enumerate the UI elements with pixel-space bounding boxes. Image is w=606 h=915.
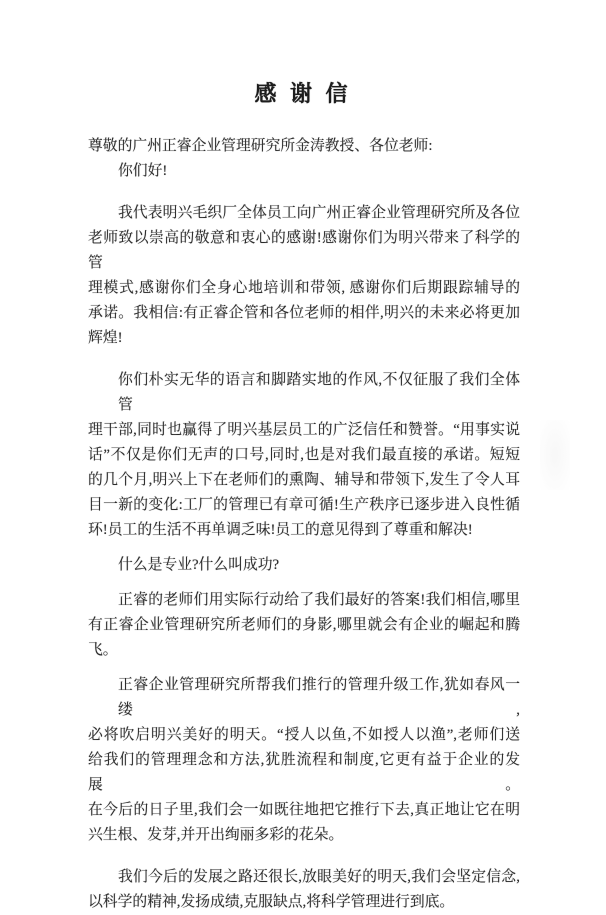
paragraph-6 — [88, 865, 520, 915]
salutation-line: 尊敬的广州正睿企业管理研究所金涛教授、各位老师: — [88, 138, 433, 154]
paragraph-2 — [88, 368, 520, 543]
letter-line: 理干部,同时也赢得了明兴基层员工的广泛信任和赞誉。“用事实说 — [88, 422, 520, 438]
letter-line: 你们朴实无华的语言和脚踏实地的作风,不仅征服了我们全体管 — [118, 372, 520, 413]
letter-line: 以科学的精神,发扬成绩,克服缺点,将科学管理进行到底。 — [88, 894, 455, 910]
paragraph-1 — [88, 201, 520, 351]
letter-line: 我代表明兴毛织厂全体员工向广州正睿企业管理研究所及各位 — [118, 205, 520, 221]
letter-line: 辉煌! — [88, 330, 123, 346]
letter-line: 飞。 — [88, 642, 118, 658]
letter-line: 承诺。我相信:有正睿企管和各位老师的相伴,明兴的未来必将更加 — [88, 305, 520, 321]
letter-line: 有正睿企业管理研究所老师们的身影,哪里就会有企业的崛起和腾 — [88, 617, 520, 633]
letter-line: 目一新的变化:工厂的管理已有章可循!生产秩序已逐步进入良性循 — [88, 497, 520, 513]
letter-line: 理模式,感谢你们全身心地培训和带领, 感谢你们后期跟踪辅导的 — [88, 280, 520, 296]
letter-line: 必将吹启明兴美好的明天。“授人以鱼,不如授人以渔”,老师们送 — [88, 727, 520, 743]
letter-line: 正睿的老师们用实际行动给了我们最好的答案!我们相信,哪里 — [118, 592, 520, 608]
letter-line: 给我们的管理理念和方法,犹胜流程和制度,它更有益于企业的发展。 — [88, 752, 520, 793]
letter-line: 老师致以崇高的敬意和衷心的感谢!感谢你们为明兴带来了科学的管 — [88, 230, 520, 271]
paragraph-3 — [88, 553, 520, 578]
letter-line: 的几个月,明兴上下在老师们的熏陶、辅导和带领下,发生了令人耳 — [88, 472, 520, 488]
letter-title: 感 谢 信 — [254, 81, 352, 106]
letter-line: 什么是专业?什么叫成功? — [118, 557, 280, 573]
letter-body — [88, 134, 520, 915]
letter-line: 话”不仅是你们无声的口号,同时,也是对我们最直接的承诺。短短 — [88, 447, 520, 463]
letter-line: 正睿企业管理研究所帮我们推行的管理升级工作,犹如春风一缕, — [118, 677, 520, 718]
paragraph-5 — [88, 673, 520, 848]
letter-line: 在今后的日子里,我们会一如既往地把它推行下去,真正地让它在明 — [88, 802, 520, 818]
paragraph-4 — [88, 588, 520, 663]
greeting-line: 你们好! — [118, 163, 168, 179]
letter-line: 兴生根、发芽,并开出绚丽多彩的花朵。 — [88, 827, 344, 843]
letter-line: 我们今后的发展之路还很长,放眼美好的明天,我们会坚定信念, — [118, 869, 520, 885]
letter-line: 环!员工的生活不再单调乏味!员工的意见得到了尊重和解决! — [88, 522, 473, 538]
